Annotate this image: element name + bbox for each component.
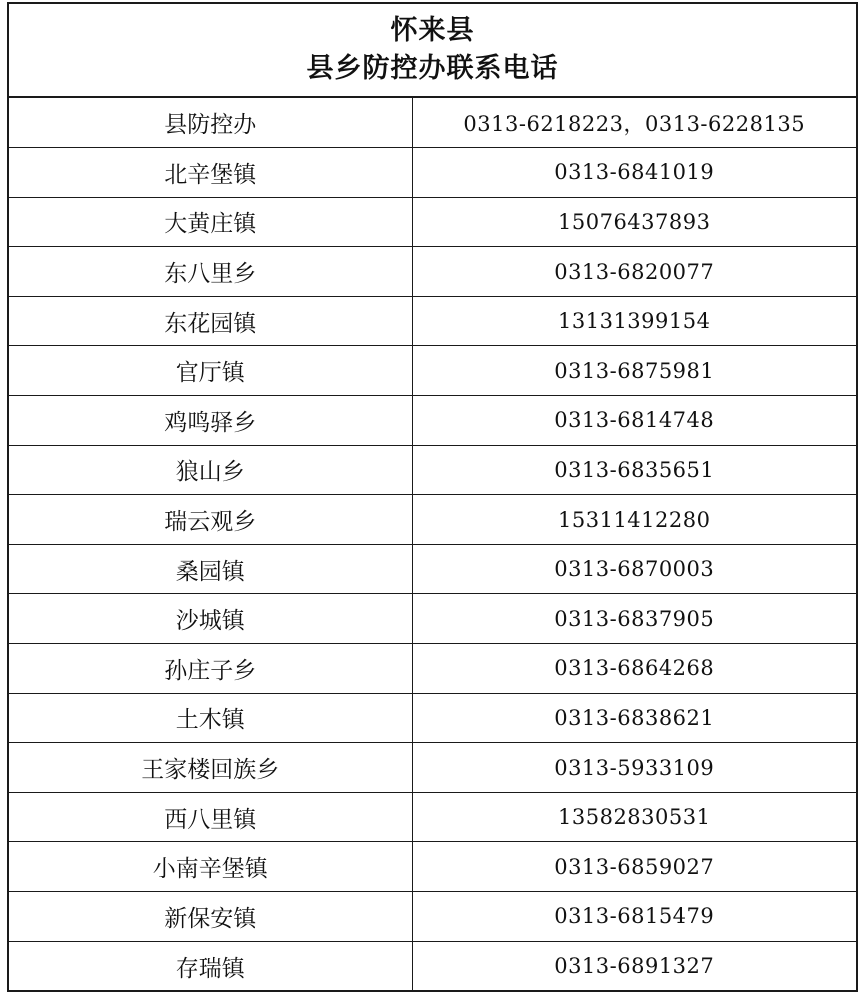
phone-number: 0313-6841019	[412, 148, 856, 198]
phone-number: 0313-5933109	[412, 743, 856, 793]
table-row	[9, 842, 856, 892]
phone-number: 0313-6875981	[412, 346, 856, 396]
contact-table-body	[9, 98, 856, 991]
phone-number: 15311412280	[412, 495, 856, 545]
contact-table-sheet	[7, 2, 858, 992]
office-name: 存瑞镇	[9, 941, 412, 991]
phone-number: 0313-6820077	[412, 247, 856, 297]
office-name: 鸡鸣驿乡	[9, 396, 412, 446]
phone-number: 13582830531	[412, 792, 856, 842]
table-row	[9, 148, 856, 198]
office-name: 东花园镇	[9, 296, 412, 346]
office-name: 孙庄子乡	[9, 644, 412, 694]
phone-number: 13131399154	[412, 296, 856, 346]
phone-number: 15076437893	[412, 197, 856, 247]
table-row	[9, 743, 856, 793]
table-row	[9, 644, 856, 694]
title-county: 怀来县	[390, 15, 475, 46]
table-row	[9, 693, 856, 743]
phone-number: 0313-6864268	[412, 644, 856, 694]
table-row	[9, 98, 856, 148]
phone-number: 0313-6814748	[412, 396, 856, 446]
table-row	[9, 445, 856, 495]
office-name: 沙城镇	[9, 594, 412, 644]
phone-number: 0313-6838621	[412, 693, 856, 743]
office-name: 东八里乡	[9, 247, 412, 297]
office-name: 瑞云观乡	[9, 495, 412, 545]
office-name: 王家楼回族乡	[9, 743, 412, 793]
office-name: 狼山乡	[9, 445, 412, 495]
table-row	[9, 941, 856, 991]
phone-number: 0313-6815479	[412, 892, 856, 942]
office-name: 官厅镇	[9, 346, 412, 396]
office-name: 土木镇	[9, 693, 412, 743]
phone-number: 0313-6870003	[412, 544, 856, 594]
table-row	[9, 197, 856, 247]
office-name: 小南辛堡镇	[9, 842, 412, 892]
table-row	[9, 594, 856, 644]
phone-number: 0313-6218223，0313-6228135	[412, 98, 856, 148]
office-name: 北辛堡镇	[9, 148, 412, 198]
table-row	[9, 346, 856, 396]
table-row	[9, 296, 856, 346]
title-subject: 县乡防控办联系电话	[306, 53, 559, 84]
phone-number: 0313-6859027	[412, 842, 856, 892]
office-name: 县防控办	[9, 98, 412, 148]
office-name: 桑园镇	[9, 544, 412, 594]
table-row	[9, 396, 856, 446]
contact-table	[9, 98, 856, 991]
table-row	[9, 247, 856, 297]
office-name: 西八里镇	[9, 792, 412, 842]
phone-number: 0313-6835651	[412, 445, 856, 495]
office-name: 大黄庄镇	[9, 197, 412, 247]
table-title	[9, 4, 856, 98]
phone-number: 0313-6891327	[554, 954, 715, 979]
table-row	[9, 892, 856, 942]
table-row	[9, 544, 856, 594]
phone-number: 0313-6837905	[412, 594, 856, 644]
office-name: 新保安镇	[9, 892, 412, 942]
table-row	[9, 792, 856, 842]
table-row	[9, 495, 856, 545]
